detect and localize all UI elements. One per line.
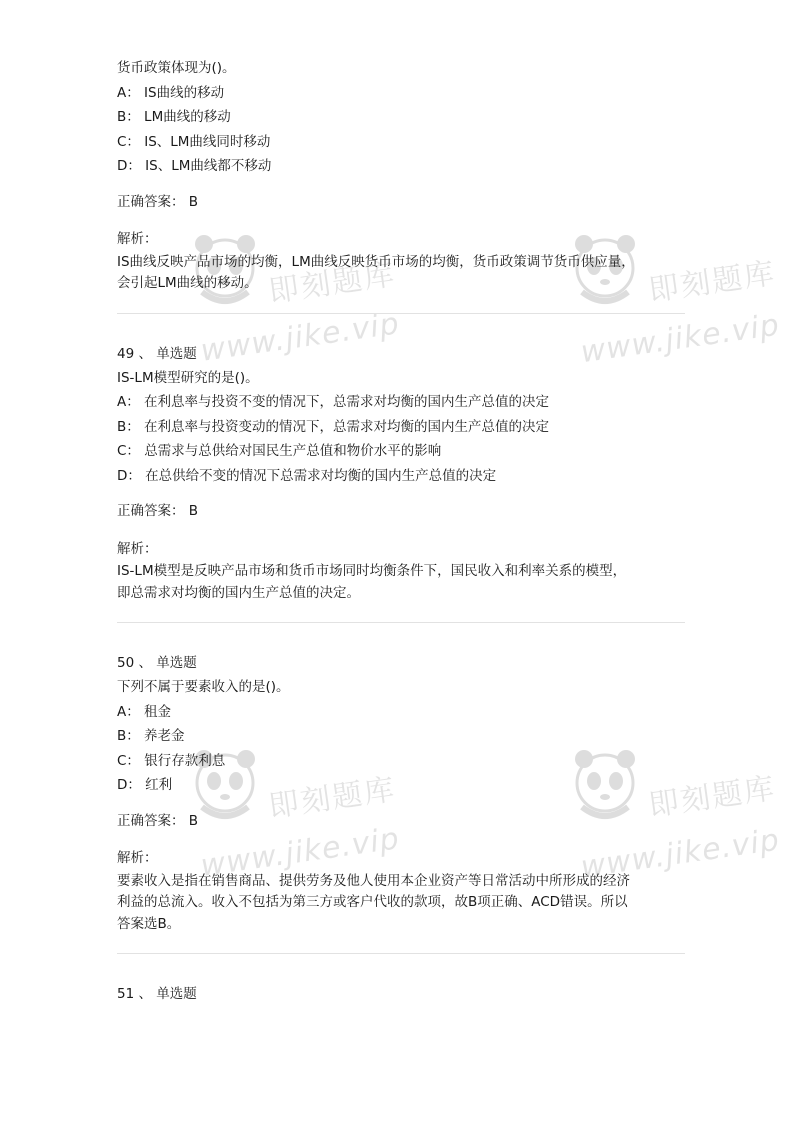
analysis-text-line: 会引起LM曲线的移动。 [117,275,258,291]
analysis-text-line: IS曲线反映产品市场的均衡，LM曲线反映货币市场的均衡，货币政策调节货币供应量， [117,253,635,270]
question-list [117,56,685,1006]
question-stem: 下列不属于要素收入的是()。 [117,679,290,695]
analysis-text-line: 要素收入是指在销售商品、提供劳务及他人使用本企业资产等日常活动中所形成的经济 [117,872,630,889]
watermark-brand: 即刻题库 [266,257,399,310]
analysis-text-line: IS-LM模型是反映产品市场和货币市场同时均衡条件下，国民收入和利率关系的模型， [117,563,627,579]
watermark-url: www.jike.vip [578,307,782,371]
question-header: 50 、 单选题 [117,655,197,671]
option-a: A： IS曲线的移动 [117,84,225,101]
question-block [117,982,685,1006]
divider [117,953,685,954]
divider [117,313,685,314]
analysis-label: 解析： [117,540,158,557]
option-c: C： IS、LM曲线同时移动 [117,133,271,150]
analysis-text-line: 即总需求对均衡的国内生产总值的决定。 [117,584,360,601]
divider [117,622,685,623]
correct-answer: 正确答案： B [117,503,199,519]
watermark-brand: 即刻题库 [646,771,779,824]
watermark-brand: 即刻题库 [266,772,399,825]
correct-answer: 正确答案： B [117,193,199,210]
question-header: 49 、 单选题 [117,345,197,362]
question-stem: 货币政策体现为()。 [117,60,236,76]
watermark-url: www.jike.vip [198,821,402,884]
watermark-brand: 即刻题库 [646,256,779,309]
option-a: A： 租金 [117,703,172,720]
question-block [117,651,685,954]
option-c: C： 银行存款利息 [117,752,226,769]
option-b: B： 在利息率与投资变动的情况下，总需求对均衡的国内生产总值的决定 [117,418,550,435]
option-d: D： 红利 [117,777,173,793]
question-block [117,56,685,314]
question-block [117,342,685,624]
analysis-text-line: 利益的总流入。收入不包括为第三方或客户代收的款项，故B项正确、ACD错误。所以 [117,894,628,910]
option-c: C： 总需求与总供给对国民生产总值和物价水平的影响 [117,443,442,459]
watermark-url: www.jike.vip [198,306,402,369]
option-d: D： 在总供给不变的情况下总需求对均衡的国内生产总值的决定 [117,467,497,484]
analysis-label: 解析： [117,850,158,866]
question-header: 51 、 单选题 [117,986,197,1002]
option-a: A： 在利息率与投资不变的情况下，总需求对均衡的国内生产总值的决定 [117,394,550,410]
analysis-label: 解析： [117,231,158,247]
question-stem: IS-LM模型研究的是()。 [117,369,259,386]
watermark-url: www.jike.vip [578,822,782,886]
analysis-text-line: 答案选B。 [117,915,181,932]
correct-answer: 正确答案： B [117,812,199,829]
option-b: B： LM曲线的移动 [117,109,231,125]
option-b: B： 养老金 [117,728,185,744]
option-d: D： IS、LM曲线都不移动 [117,158,272,174]
